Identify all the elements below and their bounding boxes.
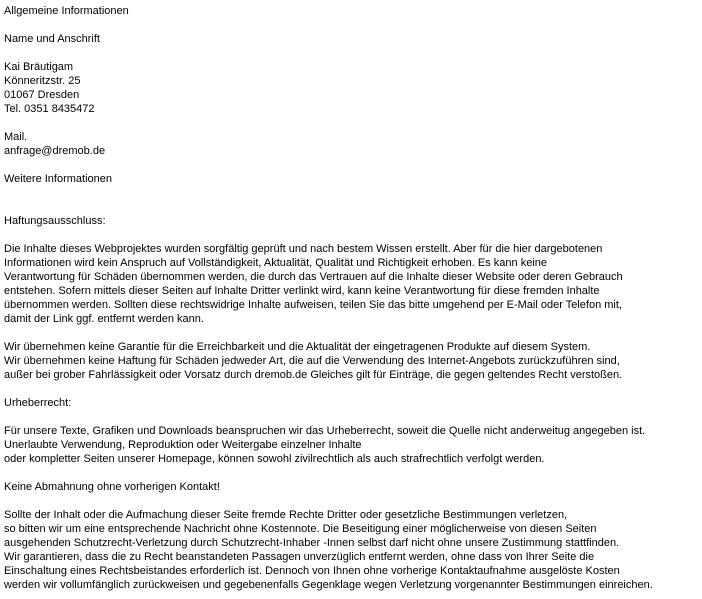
contact-city: 01067 Dresden (4, 89, 80, 101)
copyright-heading: Urheberrecht: (4, 397, 72, 409)
text-line: übernommen werden. Sollten diese rechtswidrige Inhalte aufweisen, teilen Sie das bitte umgehend per E-Mail oder Telefon mit, (4, 299, 622, 311)
mail-label: Mail. (4, 131, 28, 143)
text-line: Wir übernehmen keine Garantie für die Erreichbarkeit und die Aktualität der eingetragenen Produkte auf diesem System. (4, 341, 591, 353)
text-line: Verantwortung für Schäden übernommen werden, die durch das Vertrauen auf die Inhalte dieser Website oder deren Gebrauch (4, 271, 623, 283)
text-line: so bitten wir um eine entsprechende Nachricht ohne Kostennote. Die Beseitigung einer möglicherweise von diesen Seiten (4, 523, 597, 535)
page-title: Allgemeine Informationen (4, 5, 129, 17)
contact-name: Kai Bräutigam (4, 61, 74, 73)
text-line: Informationen wird kein Anspruch auf Vollständigkeit, Aktualität, Qualität und Richtigkeit erhoben. Es kann keine (4, 257, 547, 269)
more-info-label: Weitere Informationen (4, 173, 113, 185)
text-line: außer bei grober Fahrlässigkeit oder Vorsatz durch dremob.de Gleiches gilt für Einträge, die gegen geltendes Recht verstoßen. (4, 369, 623, 381)
text-line: ausgehenden Schutzrecht-Verletzung durch Schutzrecht-Inhaber -Innen selbst darf nicht ohne unsere Zustimmung stattfinden. (4, 537, 620, 549)
email-address: anfrage@dremob.de (4, 145, 106, 157)
contact-phone: Tel. 0351 8435472 (4, 103, 95, 115)
text-line: Wir garantieren, dass die zu Recht beanstandeten Passagen unverzüglich entfernt werden, ohne dass von Ihrer Seite die (4, 551, 595, 563)
text-line: Die Inhalte dieses Webprojektes wurden sorgfältig geprüft und nach bestem Wissen erstellt. Aber für die hier dargebotenen (4, 243, 603, 255)
no-warning-heading: Keine Abmahnung ohne vorherigen Kontakt! (4, 481, 220, 493)
disclaimer-heading: Haftungsausschluss: (4, 215, 106, 227)
text-line: Für unsere Texte, Grafiken und Downloads beanspruchen wir das Urheberrecht, soweit die Quelle nicht anderweitug angegeben ist. (4, 425, 646, 437)
text-line: Sollte der Inhalt oder die Aufmachung dieser Seite fremde Rechte Dritter oder gesetzliche Bestimmungen verletzen, (4, 509, 568, 521)
disclaimer-paragraph-1 (4, 242, 702, 326)
copyright-paragraph (4, 424, 702, 466)
contact-street: Könneritzstr. 25 (4, 75, 81, 87)
text-line: Wir übernehmen keine Haftung für Schäden jedweder Art, die auf die Verwendung des Internet-Angebots zurückzuführen sind, (4, 355, 620, 367)
mail-block (4, 130, 702, 158)
address-block (4, 60, 702, 116)
text-line: oder kompletter Seiten unserer Homepage, können sowohl zivilrechtlich als auch strafrechtlich verfolgt werden. (4, 453, 545, 465)
text-line: entstehen. Sofern mittels dieser Seiten auf Inhalte Dritter verlinkt wird, kann keine Verantwortung für diese fremden Inhalte (4, 285, 600, 297)
address-heading: Name und Anschrift (4, 33, 100, 45)
text-line: werden wir vollumfänglich zurückweisen und gegebenenfalls Gegenklage wegen Verletzung vorgenannter Bestimmungen einreichen. (4, 579, 653, 591)
disclaimer-paragraph-2 (4, 340, 702, 382)
text-line: damit der Link ggf. entfernt werden kann. (4, 313, 204, 325)
text-line: Einschaltung eines Rechtsbeistandes erforderlich ist. Dennoch von Ihnen ohne vorherige Kontaktaufnahme ausgelöste Kosten (4, 565, 620, 577)
text-line: Unerlaubte Verwendung, Reproduktion oder Weitergabe einzelner Inhalte (4, 439, 362, 451)
no-warning-paragraph (4, 508, 702, 592)
